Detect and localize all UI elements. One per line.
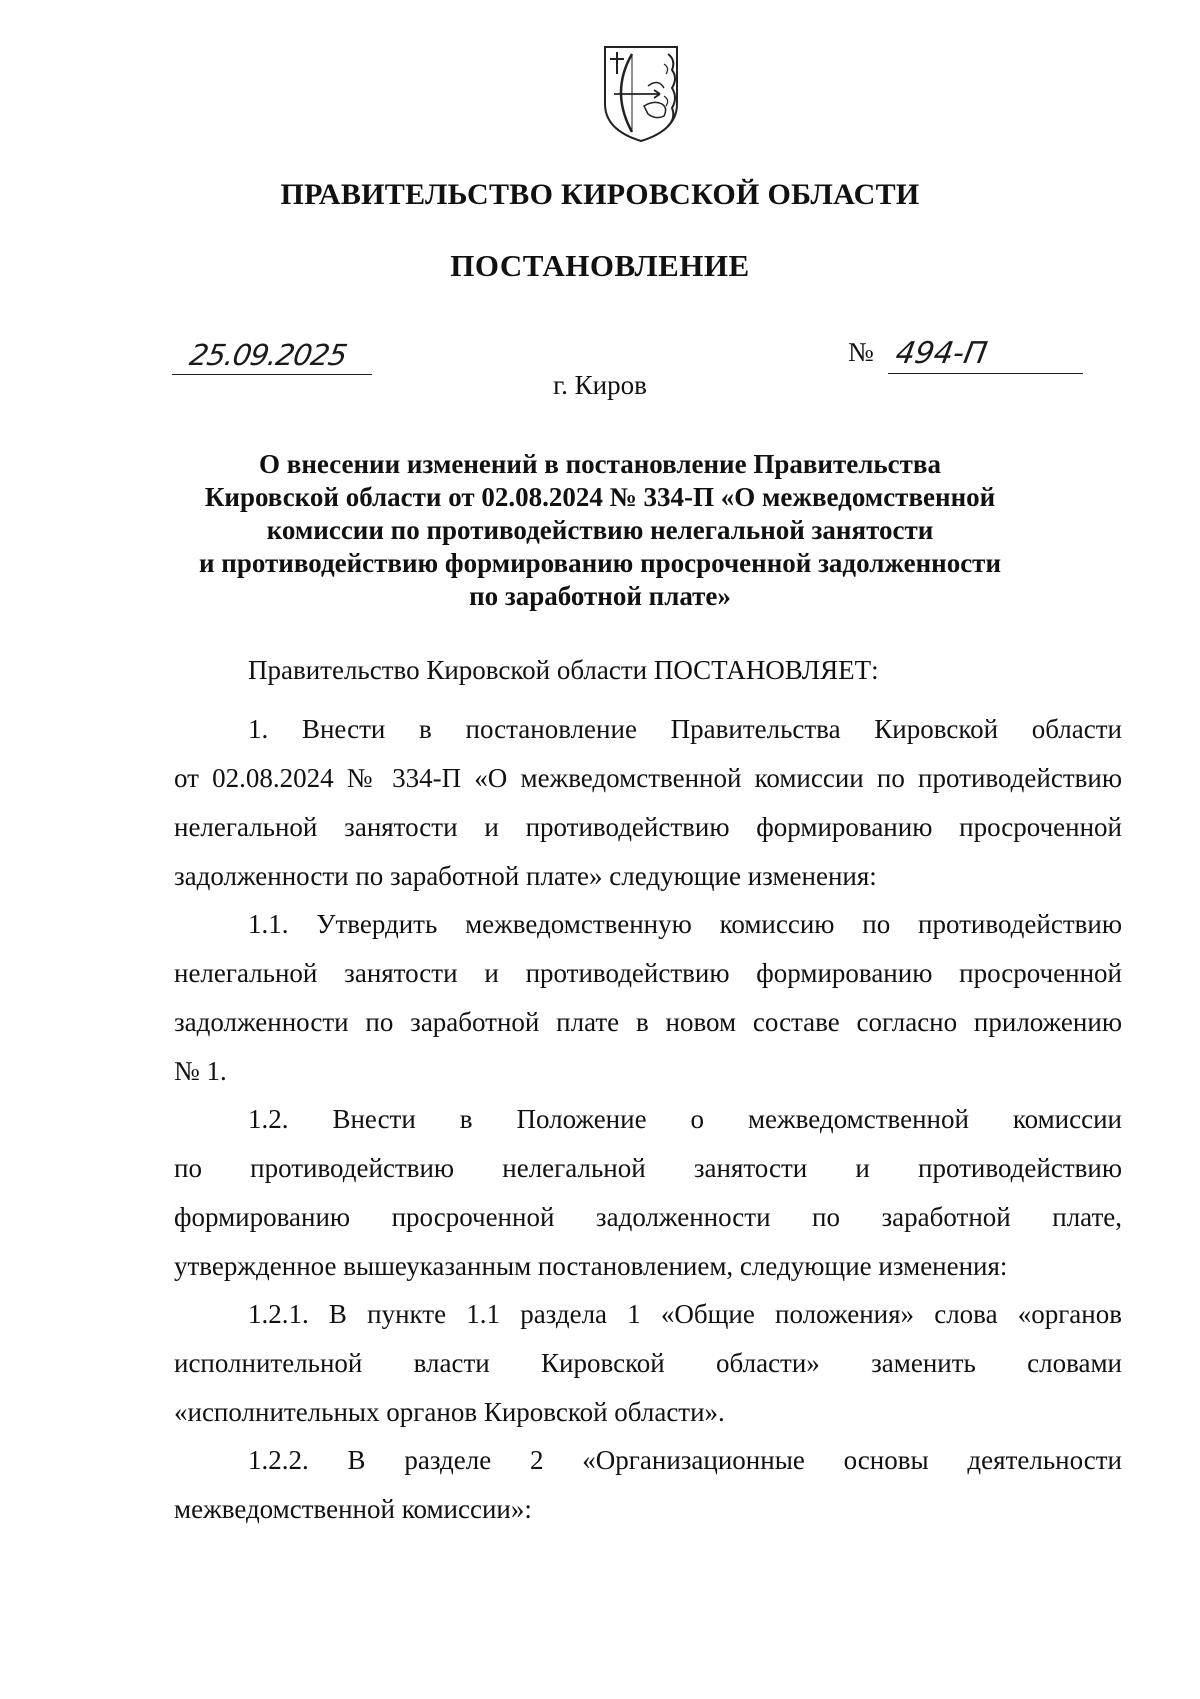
paragraph-1-2 (174, 1095, 1122, 1291)
paragraph-line: 1. Внести в постановление Правительства Кировской области (248, 714, 1122, 744)
paragraph-line: утвержденное вышеуказанным постановлением, следующие изменения: (174, 1251, 1008, 1281)
subject-line: и противодействию формированию просроченной задолженности (198, 548, 1001, 578)
document-type: ПОСТАНОВЛЕНИЕ (450, 248, 750, 283)
paragraph-line: исполнительной власти Кировской области» заменить словами (174, 1348, 1122, 1378)
city-line: г. Киров (553, 370, 647, 400)
paragraph-line: задолженности по заработной плате в новом составе согласно приложению (174, 1007, 1122, 1037)
handwritten-date: 25.09.2025 (187, 338, 350, 372)
subject-line: по заработной плате» (469, 581, 731, 611)
handwritten-number: 494-П (892, 336, 990, 371)
number-underline (888, 329, 1083, 374)
paragraph-1-2-1 (174, 1290, 1122, 1437)
paragraph-line: 1.2.1. В пункте 1.1 раздела 1 «Общие положения» слова «органов (248, 1299, 1122, 1329)
subject-line: комиссии по противодействию нелегальной занятости (266, 515, 934, 545)
subject-line: Кировской области от 02.08.2024 № 334-П «О межведомственной (204, 482, 996, 512)
paragraph-line: 1.1. Утвердить межведомственную комиссию по противодействию (248, 909, 1122, 939)
subject-line: О внесении изменений в постановление Правительства (259, 449, 941, 479)
paragraph-1-1 (174, 900, 1122, 1096)
paragraph-1 (174, 705, 1122, 901)
paragraph-line: «исполнительных органов Кировской области». (174, 1397, 725, 1427)
preamble: Правительство Кировской области ПОСТАНОВЛЯЕТ: (248, 655, 879, 685)
paragraph-1-2-2 (174, 1436, 1122, 1534)
paragraph-line: № 1. (174, 1056, 227, 1086)
number-sign: № (848, 337, 874, 367)
paragraph-line: нелегальной занятости и противодействию формированию просроченной (174, 958, 1122, 988)
paragraph-line: 1.2. Внести в Положение о межведомственной комиссии (248, 1104, 1122, 1134)
paragraph-line: от 02.08.2024 № 334-П «О межведомственной комиссии по противодействию (174, 763, 1122, 793)
document-subject (150, 448, 1050, 613)
paragraph-line: межведомственной комиссии»: (174, 1494, 532, 1524)
paragraph-line: нелегальной занятости и противодействию формированию просроченной (174, 812, 1122, 842)
paragraph-line: 1.2.2. В разделе 2 «Организационные основы деятельности (248, 1445, 1122, 1475)
number-field (848, 330, 1083, 374)
government-title: ПРАВИТЕЛЬСТВО КИРОВСКОЙ ОБЛАСТИ (280, 178, 920, 211)
paragraph-line: задолженности по заработной плате» следующие изменения: (174, 861, 877, 891)
paragraph-line: формированию просроченной задолженности по заработной плате, (174, 1202, 1122, 1232)
coat-of-arms-emblem (602, 44, 680, 144)
paragraph-line: по противодействию нелегальной занятости и противодействию (174, 1153, 1122, 1183)
date-field (172, 330, 372, 375)
